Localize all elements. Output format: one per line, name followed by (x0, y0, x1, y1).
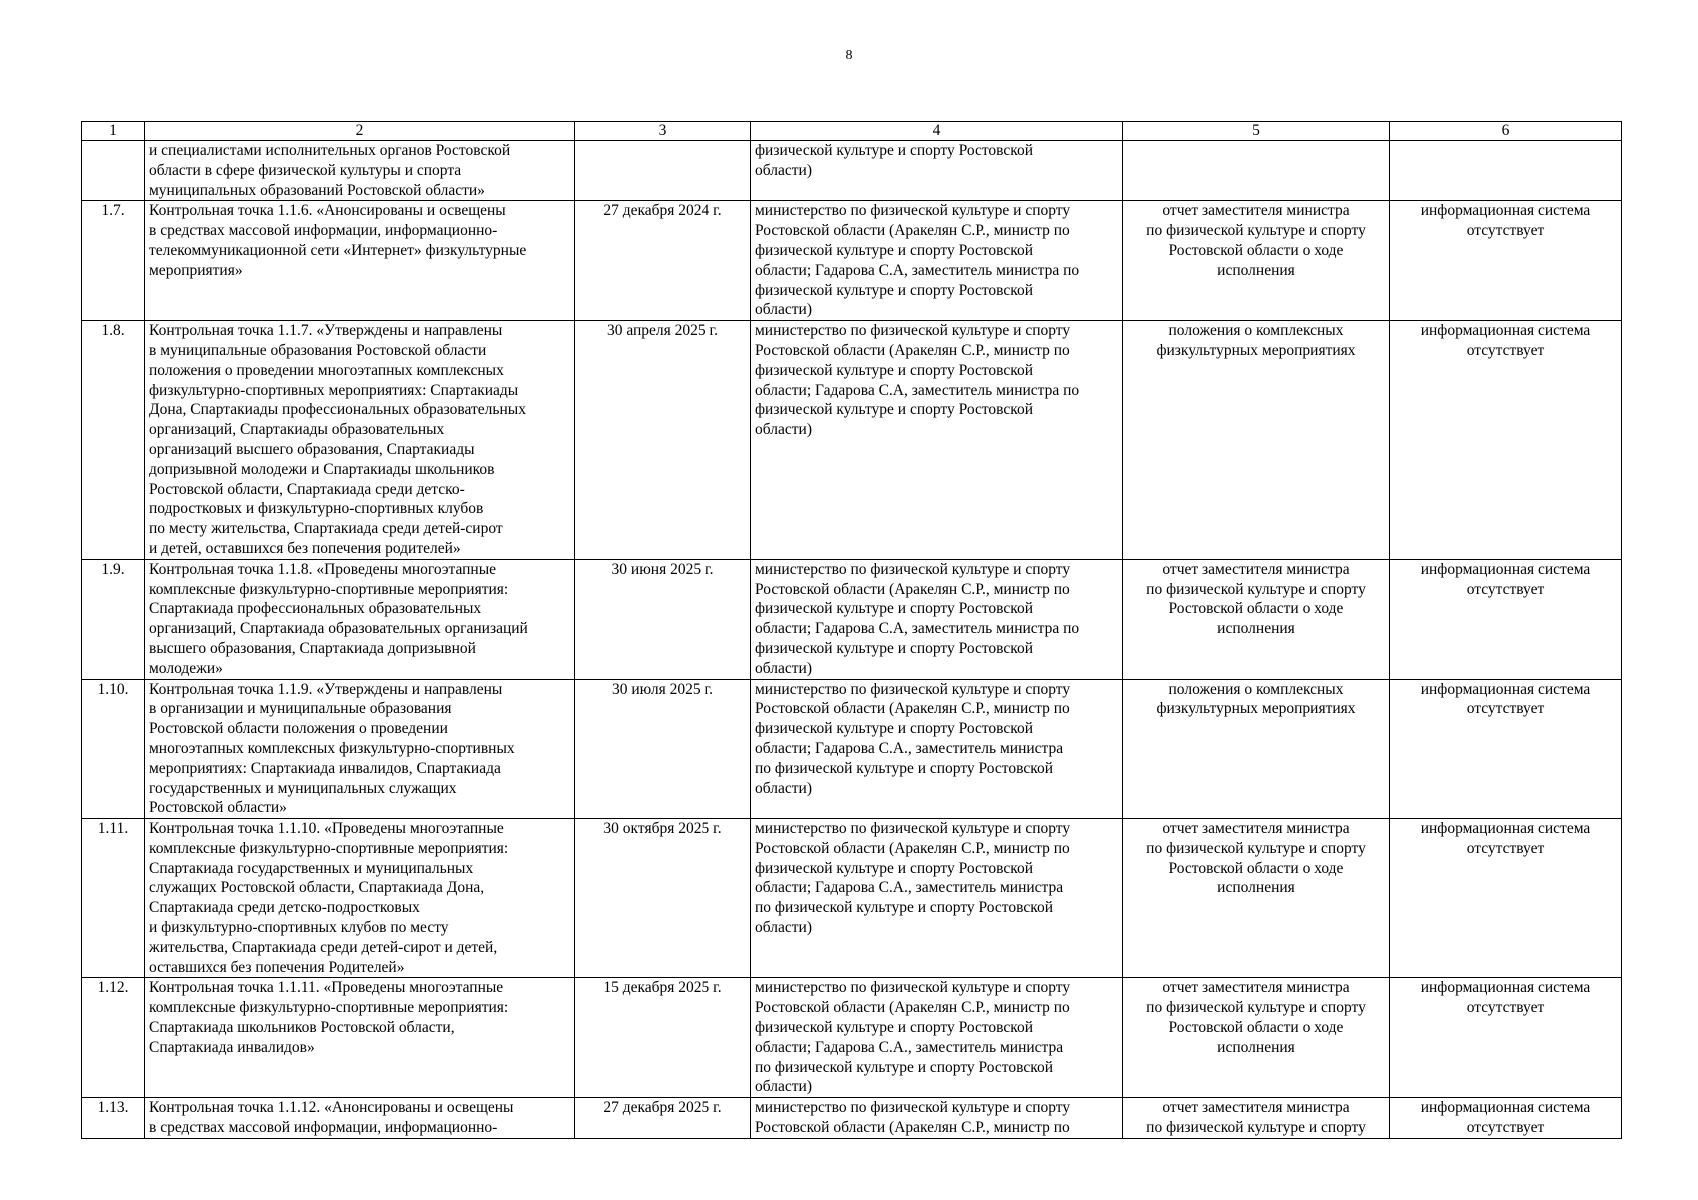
column-header-6: 6 (1390, 122, 1622, 141)
table-header (82, 122, 1622, 141)
column-header-4: 4 (751, 122, 1123, 141)
information-system: информационная система отсутствует (1390, 559, 1622, 679)
page-number: 8 (845, 48, 853, 63)
row-number: 1.9. (82, 559, 145, 679)
confirming-document: отчет заместителя министра по физической культуре и спорту (1123, 1098, 1390, 1139)
row-number: 1.13. (82, 1098, 145, 1139)
table-row (82, 1098, 1622, 1139)
table-row (82, 321, 1622, 560)
responsible-executor: министерство по физической культуре и спорту Ростовской области (Аракелян С.Р., министр по физической культуре и спорту Ростовской области; Гадарова С.А, заместитель министра по физической культуре и спорту Ростовской области) (751, 321, 1123, 560)
responsible-executor: министерство по физической культуре и спорту Ростовской области (Аракелян С.Р., министр по физической культуре и спорту Ростовской области; Гадарова С.А, заместитель министра по физической культуре и спорту Ростовской области) (751, 201, 1123, 321)
table-row (82, 141, 1622, 201)
deadline: 27 декабря 2025 г. (575, 1098, 751, 1139)
table-row (82, 819, 1622, 978)
event-name: Контрольная точка 1.1.8. «Проведены многоэтапные комплексные физкультурно-спортивные мероприятия: Спартакиада профессиональных образовательных организаций, Спартакиада образовательных организаций высшего образования, Спартакиада допризывной молодежи» (145, 559, 575, 679)
responsible-executor: министерство по физической культуре и спорту Ростовской области (Аракелян С.Р., министр по физической культуре и спорту Ростовской области; Гадарова С.А., заместитель министра по физической культуре и спорту Ростовской области) (751, 819, 1123, 978)
row-number (82, 141, 145, 201)
information-system: информационная система отсутствует (1390, 819, 1622, 978)
responsible-executor: министерство по физической культуре и спорту Ростовской области (Аракелян С.Р., министр по (751, 1098, 1123, 1139)
column-header-2: 2 (145, 122, 575, 141)
deadline (575, 141, 751, 201)
table-body (82, 141, 1622, 1139)
event-name: Контрольная точка 1.1.7. «Утверждены и направлены в муниципальные образования Ростовской области положения о проведении многоэтапных комплексных физкультурно-спортивных мероприятиях: Спартакиады Дона, Спартакиады профессиональных образовательных организаций, Спартакиады образовательных организаций высшего образования, Спартакиады допризывной молодежи и Спартакиады школьников Ростовской области, Спартакиада среди детско- подростковых и физкультурно-спортивных клубов по месту жительства, Спартакиада среди детей-сирот и детей, оставшихся без попечения родителей» (145, 321, 575, 560)
confirming-document: отчет заместителя министра по физической культуре и спорту Ростовской области о ходе исполнения (1123, 978, 1390, 1098)
confirming-document: отчет заместителя министра по физической культуре и спорту Ростовской области о ходе исполнения (1123, 819, 1390, 978)
event-name: Контрольная точка 1.1.12. «Анонсированы и освещены в средствах массовой информации, информационно- (145, 1098, 575, 1139)
information-system: информационная система отсутствует (1390, 321, 1622, 560)
deadline: 30 апреля 2025 г. (575, 321, 751, 560)
deadline: 15 декабря 2025 г. (575, 978, 751, 1098)
information-system: информационная система отсутствует (1390, 1098, 1622, 1139)
confirming-document (1123, 141, 1390, 201)
row-number: 1.11. (82, 819, 145, 978)
confirming-document: положения о комплексных физкультурных мероприятиях (1123, 679, 1390, 819)
column-header-5: 5 (1123, 122, 1390, 141)
information-system (1390, 141, 1622, 201)
responsible-executor: физической культуре и спорту Ростовской области) (751, 141, 1123, 201)
row-number: 1.10. (82, 679, 145, 819)
row-number: 1.8. (82, 321, 145, 560)
event-name: Контрольная точка 1.1.6. «Анонсированы и освещены в средствах массовой информации, информационно- телекоммуникационной сети «Интернет» физкультурные мероприятия» (145, 201, 575, 321)
row-number: 1.7. (82, 201, 145, 321)
confirming-document: отчет заместителя министра по физической культуре и спорту Ростовской области о ходе исполнения (1123, 201, 1390, 321)
confirming-document: положения о комплексных физкультурных мероприятиях (1123, 321, 1390, 560)
column-header-1: 1 (82, 122, 145, 141)
table-row (82, 559, 1622, 679)
deadline: 30 октября 2025 г. (575, 819, 751, 978)
responsible-executor: министерство по физической культуре и спорту Ростовской области (Аракелян С.Р., министр по физической культуре и спорту Ростовской области; Гадарова С.А., заместитель министра по физической культуре и спорту Ростовской области) (751, 679, 1123, 819)
event-name: Контрольная точка 1.1.9. «Утверждены и направлены в организации и муниципальные образования Ростовской области положения о проведении многоэтапных комплексных физкультурно-спортивных мероприятиях: Спартакиада инвалидов, Спартакиада государственных и муниципальных служащих Ростовской области» (145, 679, 575, 819)
information-system: информационная система отсутствует (1390, 201, 1622, 321)
table-row (82, 201, 1622, 321)
plan-table (81, 121, 1622, 1139)
information-system: информационная система отсутствует (1390, 679, 1622, 819)
table-row (82, 679, 1622, 819)
responsible-executor: министерство по физической культуре и спорту Ростовской области (Аракелян С.Р., министр по физической культуре и спорту Ростовской области; Гадарова С.А, заместитель министра по физической культуре и спорту Ростовской области) (751, 559, 1123, 679)
row-number: 1.12. (82, 978, 145, 1098)
event-name: и специалистами исполнительных органов Ростовской области в сфере физической культуры и спорта муниципальных образований Ростовской области» (145, 141, 575, 201)
column-header-3: 3 (575, 122, 751, 141)
event-name: Контрольная точка 1.1.11. «Проведены многоэтапные комплексные физкультурно-спортивные мероприятия: Спартакиада школьников Ростовской области, Спартакиада инвалидов» (145, 978, 575, 1098)
deadline: 27 декабря 2024 г. (575, 201, 751, 321)
table-row (82, 978, 1622, 1098)
deadline: 30 июня 2025 г. (575, 559, 751, 679)
information-system: информационная система отсутствует (1390, 978, 1622, 1098)
confirming-document: отчет заместителя министра по физической культуре и спорту Ростовской области о ходе исполнения (1123, 559, 1390, 679)
responsible-executor: министерство по физической культуре и спорту Ростовской области (Аракелян С.Р., министр по физической культуре и спорту Ростовской области; Гадарова С.А., заместитель министра по физической культуре и спорту Ростовской области) (751, 978, 1123, 1098)
event-name: Контрольная точка 1.1.10. «Проведены многоэтапные комплексные физкультурно-спортивные мероприятия: Спартакиада государственных и муниципальных служащих Ростовской области, Спартакиада Дона, Спартакиада среди детско-подростковых и физкультурно-спортивных клубов по месту жительства, Спартакиада среди детей-сирот и детей, оставшихся без попечения Родителей» (145, 819, 575, 978)
deadline: 30 июля 2025 г. (575, 679, 751, 819)
header-row (82, 122, 1622, 141)
